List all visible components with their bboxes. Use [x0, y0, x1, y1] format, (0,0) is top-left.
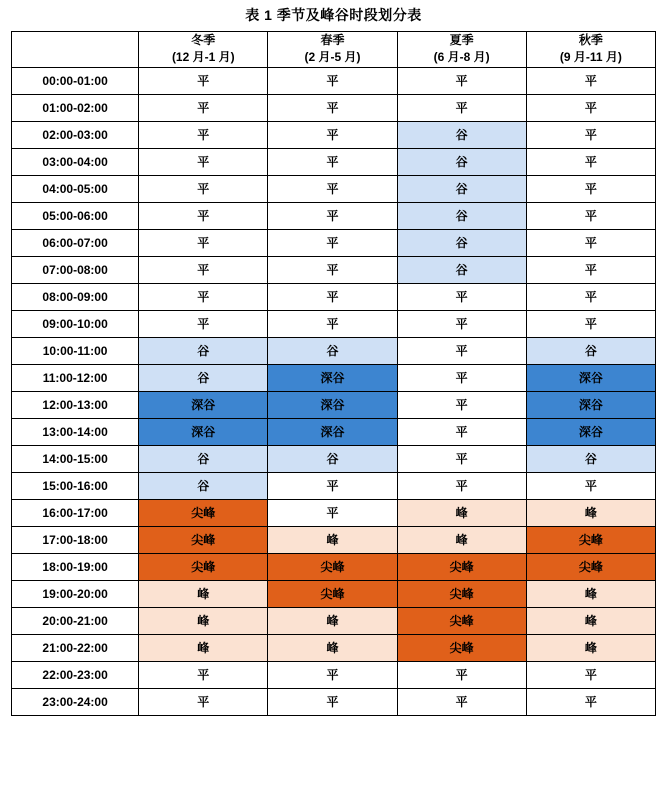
- tariff-cell: 平: [397, 94, 526, 121]
- tariff-cell: 平: [397, 283, 526, 310]
- tariff-cell: 尖峰: [268, 553, 397, 580]
- table-row: [12, 634, 656, 661]
- tariff-cell: 平: [268, 67, 397, 94]
- tariff-cell: 平: [526, 229, 655, 256]
- tariff-cell: 谷: [397, 256, 526, 283]
- tariff-cell: 平: [526, 283, 655, 310]
- tariff-cell: 平: [526, 94, 655, 121]
- time-slot-cell: 17:00-18:00: [12, 526, 139, 553]
- table-row: [12, 607, 656, 634]
- time-slot-cell: 14:00-15:00: [12, 445, 139, 472]
- season-header-spring: [268, 32, 397, 68]
- tariff-cell: 尖峰: [268, 580, 397, 607]
- tariff-cell: 平: [139, 256, 268, 283]
- tariff-cell: 平: [397, 337, 526, 364]
- tariff-cell: 峰: [526, 634, 655, 661]
- tariff-cell: 平: [526, 472, 655, 499]
- time-slot-cell: 18:00-19:00: [12, 553, 139, 580]
- tariff-cell: 谷: [268, 337, 397, 364]
- season-header-summer: [397, 32, 526, 68]
- table-row: [12, 661, 656, 688]
- table-row: [12, 67, 656, 94]
- table-row: [12, 175, 656, 202]
- table-row: [12, 526, 656, 553]
- tariff-cell: 峰: [268, 634, 397, 661]
- time-slot-cell: 13:00-14:00: [12, 418, 139, 445]
- season-months-summer: (6 月-8 月): [433, 50, 490, 65]
- table-row: [12, 256, 656, 283]
- time-slot-cell: 04:00-05:00: [12, 175, 139, 202]
- table-row: [12, 580, 656, 607]
- tariff-cell: 谷: [397, 202, 526, 229]
- table-row: [12, 445, 656, 472]
- tariff-cell: 平: [397, 67, 526, 94]
- time-slot-cell: 21:00-22:00: [12, 634, 139, 661]
- time-slot-cell: 01:00-02:00: [12, 94, 139, 121]
- table-body: [12, 67, 656, 715]
- tariff-cell: 峰: [268, 607, 397, 634]
- time-slot-cell: 19:00-20:00: [12, 580, 139, 607]
- tariff-cell: 峰: [268, 526, 397, 553]
- tariff-cell: 深谷: [139, 391, 268, 418]
- tariff-cell: 谷: [139, 337, 268, 364]
- time-slot-cell: 11:00-12:00: [12, 364, 139, 391]
- tariff-cell: 尖峰: [397, 607, 526, 634]
- season-name-winter: 冬季: [191, 33, 216, 47]
- season-months-autumn: (9 月-11 月): [559, 50, 622, 65]
- tariff-cell: 谷: [139, 364, 268, 391]
- tariff-cell: 谷: [268, 445, 397, 472]
- season-name-spring: 春季: [320, 33, 345, 47]
- tariff-cell: 深谷: [526, 364, 655, 391]
- tariff-cell: 平: [526, 310, 655, 337]
- tariff-cell: 峰: [139, 634, 268, 661]
- tariff-cell: 峰: [526, 580, 655, 607]
- tariff-cell: 尖峰: [526, 553, 655, 580]
- tariff-cell: 平: [268, 499, 397, 526]
- tariff-cell: 深谷: [526, 391, 655, 418]
- time-slot-cell: 23:00-24:00: [12, 688, 139, 715]
- tariff-cell: 平: [268, 256, 397, 283]
- tariff-cell: 尖峰: [139, 526, 268, 553]
- tariff-cell: 平: [268, 94, 397, 121]
- time-slot-cell: 10:00-11:00: [12, 337, 139, 364]
- table-row: [12, 229, 656, 256]
- tariff-cell: 平: [526, 175, 655, 202]
- table-row: [12, 499, 656, 526]
- time-slot-cell: 15:00-16:00: [12, 472, 139, 499]
- time-slot-cell: 16:00-17:00: [12, 499, 139, 526]
- table-title: 表 1 季节及峰谷时段划分表: [245, 7, 422, 23]
- tariff-cell: 深谷: [268, 364, 397, 391]
- season-name-summer: 夏季: [449, 33, 474, 47]
- tariff-cell: 平: [139, 661, 268, 688]
- tariff-cell: 深谷: [526, 418, 655, 445]
- tariff-cell: 深谷: [139, 418, 268, 445]
- time-slot-cell: 12:00-13:00: [12, 391, 139, 418]
- time-slot-cell: 00:00-01:00: [12, 67, 139, 94]
- table-row: [12, 472, 656, 499]
- table-row: [12, 283, 656, 310]
- tariff-cell: 尖峰: [397, 580, 526, 607]
- time-slot-cell: 22:00-23:00: [12, 661, 139, 688]
- tariff-cell: 平: [397, 445, 526, 472]
- tariff-cell: 平: [268, 175, 397, 202]
- tariff-cell: 平: [139, 202, 268, 229]
- tariff-cell: 平: [139, 121, 268, 148]
- table-row: [12, 364, 656, 391]
- tariff-cell: 平: [268, 661, 397, 688]
- table-row: [12, 688, 656, 715]
- tariff-cell: 谷: [526, 337, 655, 364]
- tariff-cell: 峰: [139, 607, 268, 634]
- tariff-cell: 平: [268, 148, 397, 175]
- tariff-cell: 平: [139, 67, 268, 94]
- tariff-cell: 深谷: [268, 391, 397, 418]
- tariff-cell: 平: [139, 148, 268, 175]
- tariff-cell: 平: [526, 67, 655, 94]
- time-column-header: [12, 32, 139, 68]
- tariff-cell: 平: [526, 256, 655, 283]
- tariff-cell: 尖峰: [526, 526, 655, 553]
- tariff-cell: 平: [268, 229, 397, 256]
- tariff-cell: 平: [139, 175, 268, 202]
- tariff-cell: 平: [526, 121, 655, 148]
- tariff-cell: 尖峰: [139, 499, 268, 526]
- season-months-winter: (12 月-1 月): [171, 50, 235, 65]
- tariff-cell: 平: [397, 472, 526, 499]
- tariff-cell: 尖峰: [397, 634, 526, 661]
- tariff-cell: 平: [526, 661, 655, 688]
- tariff-cell: 谷: [397, 175, 526, 202]
- table-row: [12, 202, 656, 229]
- table-row: [12, 391, 656, 418]
- table-row: [12, 94, 656, 121]
- tariff-cell: 谷: [397, 229, 526, 256]
- tariff-cell: 平: [139, 94, 268, 121]
- table-row: [12, 337, 656, 364]
- tariff-cell: 平: [268, 688, 397, 715]
- tariff-cell: 峰: [397, 499, 526, 526]
- time-slot-cell: 06:00-07:00: [12, 229, 139, 256]
- table-row: [12, 148, 656, 175]
- season-header-autumn: [526, 32, 655, 68]
- tariff-cell: 平: [139, 310, 268, 337]
- season-name-autumn: 秋季: [578, 33, 603, 47]
- season-months-spring: (2 月-5 月): [304, 50, 361, 65]
- tariff-cell: 平: [139, 229, 268, 256]
- season-header-winter: [139, 32, 268, 68]
- tariff-cell: 尖峰: [397, 553, 526, 580]
- tariff-cell: 平: [139, 688, 268, 715]
- tariff-cell: 谷: [397, 148, 526, 175]
- tariff-cell: 尖峰: [139, 553, 268, 580]
- tariff-cell: 平: [397, 310, 526, 337]
- tariff-cell: 平: [397, 418, 526, 445]
- tariff-cell: 峰: [526, 499, 655, 526]
- tariff-cell: 平: [268, 283, 397, 310]
- header-row: [12, 32, 656, 68]
- tariff-cell: 平: [526, 688, 655, 715]
- tariff-cell: 平: [526, 202, 655, 229]
- table-row: [12, 310, 656, 337]
- tariff-cell: 平: [397, 661, 526, 688]
- table-header: [12, 32, 656, 68]
- table-row: [12, 418, 656, 445]
- time-slot-cell: 09:00-10:00: [12, 310, 139, 337]
- tariff-cell: 平: [397, 391, 526, 418]
- tariff-cell: 峰: [397, 526, 526, 553]
- tariff-cell: 谷: [139, 472, 268, 499]
- tariff-cell: 平: [268, 310, 397, 337]
- table-row: [12, 553, 656, 580]
- time-slot-cell: 20:00-21:00: [12, 607, 139, 634]
- time-slot-cell: 07:00-08:00: [12, 256, 139, 283]
- tariff-cell: 谷: [397, 121, 526, 148]
- tariff-cell: 平: [268, 121, 397, 148]
- season-peak-valley-table: [11, 31, 656, 716]
- time-slot-cell: 02:00-03:00: [12, 121, 139, 148]
- tariff-cell: 平: [526, 148, 655, 175]
- table-row: [12, 121, 656, 148]
- time-slot-cell: 08:00-09:00: [12, 283, 139, 310]
- tariff-cell: 平: [139, 283, 268, 310]
- tariff-cell: 谷: [526, 445, 655, 472]
- time-slot-cell: 03:00-04:00: [12, 148, 139, 175]
- tariff-cell: 峰: [526, 607, 655, 634]
- tariff-cell: 峰: [139, 580, 268, 607]
- tariff-cell: 深谷: [268, 418, 397, 445]
- tariff-cell: 平: [397, 688, 526, 715]
- tariff-cell: 谷: [139, 445, 268, 472]
- tariff-cell: 平: [397, 364, 526, 391]
- tariff-cell: 平: [268, 202, 397, 229]
- time-slot-cell: 05:00-06:00: [12, 202, 139, 229]
- tariff-cell: 平: [268, 472, 397, 499]
